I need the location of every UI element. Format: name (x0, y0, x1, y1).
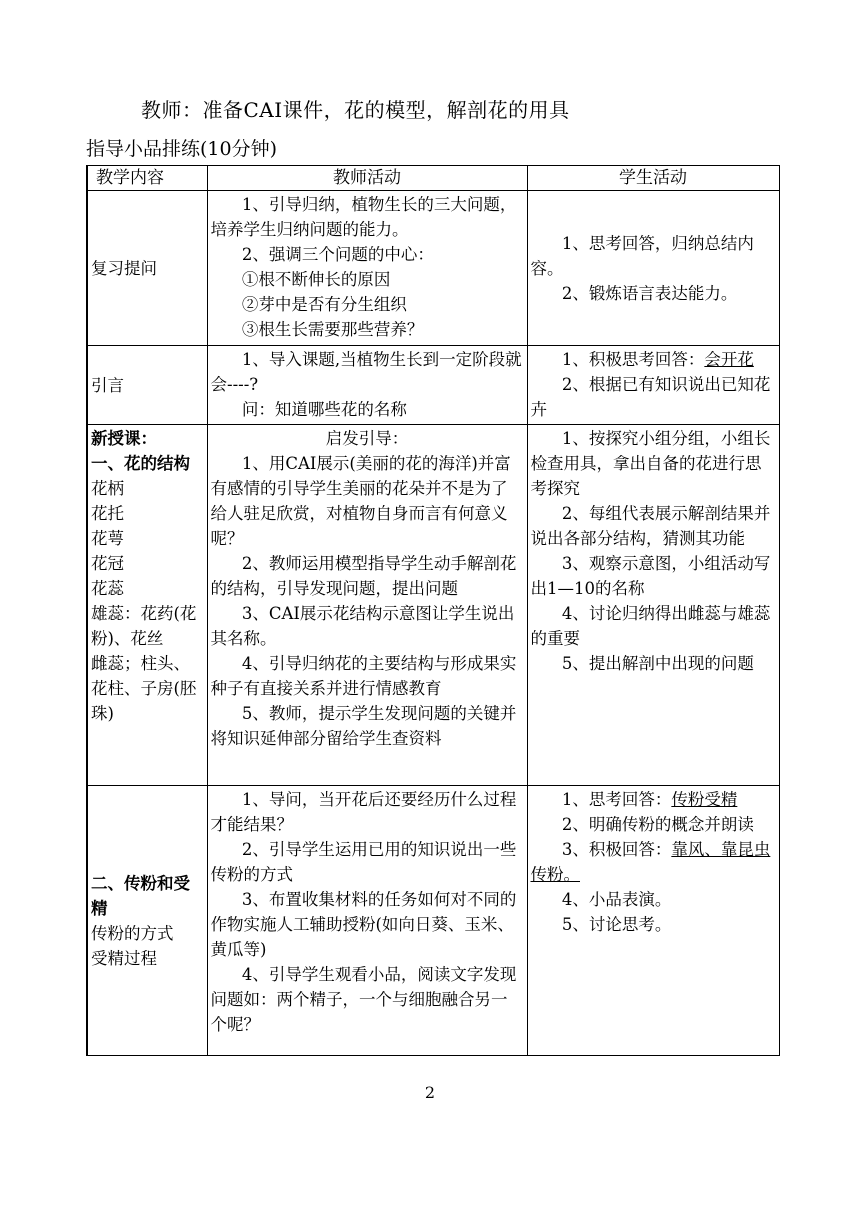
teacher-line: 问：知道哪些花的名称 (241, 400, 407, 419)
teacher-line: 1、导入课题,当植物生长到一定阶段就会----? (210, 350, 522, 394)
teacher-cell (207, 346, 527, 425)
content-line: 引言 (91, 375, 124, 395)
student-line: 1、思考回答，归纳总结内容。 (530, 233, 754, 278)
content-line: 一、花的结构 (91, 454, 190, 473)
student-line: 4、讨论归纳得出雌蕊与雄蕊的重要 (530, 604, 771, 648)
student-line: 5、讨论思考。 (561, 915, 672, 934)
student-cell (527, 786, 779, 1056)
content-line: 花萼 (91, 529, 124, 548)
student-line (531, 347, 776, 372)
table-row (87, 786, 779, 1056)
student-cell (527, 191, 779, 346)
student-line: 2、锻炼语言表达能力。 (561, 283, 738, 303)
student-line: 1、按探究小组分组，小组长检查用具，拿出自备的花进行思考探究 (530, 429, 771, 498)
student-text: 3、积极回答： (561, 840, 672, 859)
content-line: 雄蕊：花药(花粉)、花丝 (91, 604, 197, 648)
underlined-answer: 靠风、靠昆虫传粉。 (530, 840, 771, 884)
teacher-line: ③根生长需要那些营养？ (241, 320, 424, 339)
guide-line: 指导小品排练(10分钟) (86, 138, 278, 160)
underlined-answer: 会开花 (704, 350, 754, 369)
teacher-line: 2、教师运用模型指导学生动手解剖花的结构，引导发现问题，提出问题 (210, 554, 517, 598)
teacher-line: 1、导问，当开花后还要经历什么过程才能结果？ (210, 790, 517, 834)
table-row (87, 425, 779, 786)
teacher-cell (207, 425, 527, 786)
teacher-line: 5、教师，提示学生发现问题的关键并将知识延伸部分留给学生查资料 (210, 704, 517, 748)
teacher-cell (207, 191, 527, 346)
content-line: 花柄 (91, 479, 124, 498)
content-line: 传粉的方式 (91, 923, 174, 943)
student-line: 2、每组代表展示解剖结果并说出各部分结构，猜测其功能 (530, 504, 771, 548)
teacher-cell (207, 786, 527, 1056)
table-row (87, 346, 779, 425)
student-line: 5、提出解剖中出现的问题 (561, 654, 754, 673)
teacher-line: 2、引导学生运用已用的知识说出一些传粉的方式 (210, 840, 517, 884)
content-line: 雌蕊；柱头、花柱、子房(胚珠) (91, 654, 197, 723)
table-row (87, 191, 779, 346)
student-cell (527, 425, 779, 786)
student-line: 2、明确传粉的概念并朗读 (561, 815, 754, 834)
student-line (531, 837, 776, 887)
teacher-line: 4、引导归纳花的主要结构与形成果实种子有直接关系并进行情感教育 (210, 654, 517, 698)
teacher-line: 1、引导归纳，植物生长的三大问题，培养学生归纳问题的能力。 (210, 195, 517, 239)
content-cell (87, 425, 207, 786)
teacher-line: 启发引导： (325, 429, 409, 448)
preparation-line: 教师：准备CAI课件，花的模型，解剖花的用具 (141, 98, 570, 122)
student-cell (527, 346, 779, 425)
student-line: 3、观察示意图，小组活动写出1—10的名称 (530, 554, 771, 598)
teacher-line: 3、布置收集材料的任务如何对不同的作物实施人工辅助授粉(如向日葵、玉米、黄瓜等) (210, 890, 517, 959)
teacher-line: 3、CAI展示花结构示意图让学生说出其名称。 (210, 604, 515, 648)
table-header-row (87, 166, 779, 191)
header-student: 学生活动 (527, 166, 779, 191)
content-line: 受精过程 (91, 948, 157, 968)
content-line: 花托 (91, 504, 124, 523)
content-cell (87, 786, 207, 1056)
student-line: 2、根据已有知识说出已知花卉 (530, 375, 771, 419)
teacher-line: ①根不断伸长的原因 (241, 270, 391, 289)
student-text: 1、积极思考回答： (561, 350, 705, 369)
content-cell (87, 346, 207, 425)
content-line: 新授课： (91, 429, 157, 448)
student-line (531, 787, 776, 812)
teacher-line: 4、引导学生观看小品，阅读文字发现问题如：两个精子，一个与细胞融合另一个呢？ (210, 965, 517, 1034)
page-number: 2 (424, 1083, 436, 1102)
content-cell (87, 191, 207, 346)
content-line: 花蕊 (91, 579, 124, 598)
student-text: 1、思考回答： (561, 790, 672, 809)
header-teacher: 教师活动 (207, 166, 527, 191)
teacher-line: ②芽中是否有分生组织 (241, 295, 407, 314)
content-line: 复习提问 (91, 258, 157, 278)
student-line: 4、小品表演。 (561, 890, 672, 909)
content-line: 二、传粉和受精 (91, 873, 190, 918)
teacher-line: 2、强调三个问题的中心： (241, 245, 434, 264)
underlined-answer: 传粉受精 (671, 790, 738, 809)
header-content: 教学内容 (87, 166, 207, 191)
lesson-table (86, 165, 780, 1056)
content-line: 花冠 (91, 554, 124, 573)
teacher-line: 1、用CAI展示(美丽的花的海洋)并富有感情的引导学生美丽的花朵并不是为了给人驻足欣赏，对植物自身而言有何意义呢？ (210, 454, 511, 548)
